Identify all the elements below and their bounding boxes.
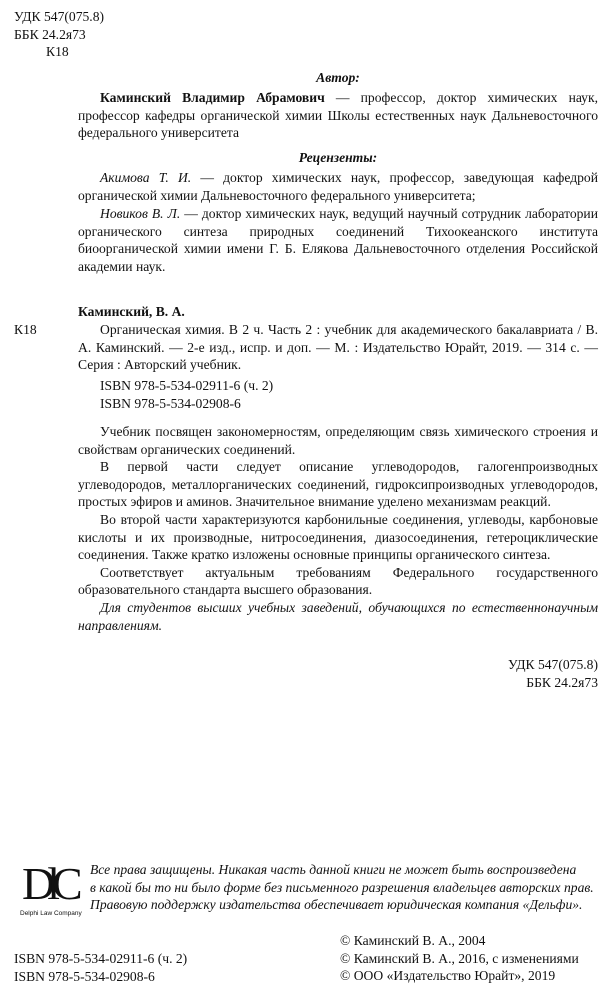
annotation-paragraph: Учебник посвящен закономерностям, определяющим связь химического строения и свойствам органических соединений. bbox=[78, 424, 598, 457]
annotation-paragraph: Соответствует актуальным требованиям Федерального государственного образовательного стандарта высшего образования. bbox=[78, 564, 598, 598]
copyright-block bbox=[340, 932, 579, 985]
copyright-line: © ООО «Издательство Юрайт», 2019 bbox=[340, 968, 556, 984]
copyright-line: © Каминский В. А., 2004 bbox=[340, 933, 486, 948]
bbk-code: ББК 24.2я73 bbox=[14, 26, 86, 42]
footer-isbn bbox=[14, 950, 187, 985]
udk-code: УДК 547(075.8) bbox=[14, 9, 105, 24]
bbk-code: ББК 24.2я73 bbox=[526, 674, 598, 690]
annotation-paragraph: Во второй части характеризуются карбонильные соединения, углеводы, карбоновые кислоты и их производные, нитросоединения, диазосоединения, гетероциклические соединения. Также кратко изложены основные принципы органического синтеза. bbox=[78, 511, 598, 563]
rights-notice bbox=[90, 861, 602, 914]
author-heading: Автор: bbox=[316, 70, 360, 85]
logo-caption: Delphi Law Company bbox=[20, 910, 82, 917]
reviewer-name: Новиков В. Л. bbox=[100, 206, 181, 221]
author-name: Каминский Владимир Абрамович bbox=[100, 90, 325, 105]
author-mark: К18 bbox=[46, 44, 69, 60]
copyright-line: © Каминский В. А., 2016, с изменениями bbox=[340, 950, 579, 966]
logo-letters: DlC bbox=[22, 858, 75, 909]
annotation bbox=[78, 423, 598, 634]
classification-right bbox=[508, 656, 598, 691]
bib-author: Каминский, В. А. bbox=[78, 304, 185, 319]
isbn-line: ISBN 978-5-534-02908-6 bbox=[14, 968, 155, 984]
bib-description: Органическая химия. В 2 ч. Часть 2 : учебник для академического бакалавриата / В. А. Каминский. — 2-е изд., испр. и доп. — М. : Издательство Юрайт, 2019. — 314 с. — Серия : Авторский учебник. bbox=[78, 322, 598, 373]
author-description: — профессор, доктор химических наук, профессор кафедры органической химии Школы естественных наук Дальневосточного федерального университета bbox=[78, 90, 598, 141]
isbn-line: ISBN 978-5-534-02911-6 (ч. 2) bbox=[14, 951, 188, 966]
rights-line: Правовую поддержку издательства обеспечивает юридическая компания «Дельфи». bbox=[90, 897, 583, 913]
rights-line: Все права защищены. Никакая часть данной книги не может быть воспроизведена bbox=[90, 862, 577, 877]
reviewer-description: — доктор химических наук, ведущий научный сотрудник лаборатории органического синтеза природных соединений Тихоокеанского института биоорганической химии имени Г. Б. Елякова Дальневосточного отделения Российской академии наук. bbox=[78, 206, 598, 274]
author-info bbox=[78, 89, 598, 142]
reviewer-name: Акимова Т. И. bbox=[100, 170, 192, 185]
udk-code: УДК 547(075.8) bbox=[507, 657, 598, 672]
reviewer-item bbox=[78, 205, 598, 275]
bib-code: К18 bbox=[14, 322, 37, 337]
reviewers-heading: Рецензенты: bbox=[298, 150, 378, 165]
reviewer-description: — доктор химических наук, профессор, заведующая кафедрой органической химии Дальневосточного федерального университета; bbox=[78, 170, 598, 203]
annotation-paragraph: В первой части следует описание углеводородов, галогенпроизводных углеводородов, металлорганических соединений, гидроксипроизводных углеводородов, простых эфиров и аминов. Значительное внимание уделено механизмам реакций. bbox=[78, 459, 598, 510]
reviewer-item bbox=[78, 169, 598, 204]
bib-isbn-2: ISBN 978-5-534-02908-6 bbox=[100, 396, 241, 411]
classification-block bbox=[14, 8, 104, 61]
annotation-audience: Для студентов высших учебных заведений, обучающихся по естественнонаучным направлениям. bbox=[78, 599, 598, 633]
bib-isbn-1: ISBN 978-5-534-02911-6 (ч. 2) bbox=[100, 378, 274, 393]
delphi-logo bbox=[20, 858, 82, 934]
rights-line: в какой бы то ни было форме без письменного разрешения владельцев авторских прав. bbox=[90, 879, 594, 895]
